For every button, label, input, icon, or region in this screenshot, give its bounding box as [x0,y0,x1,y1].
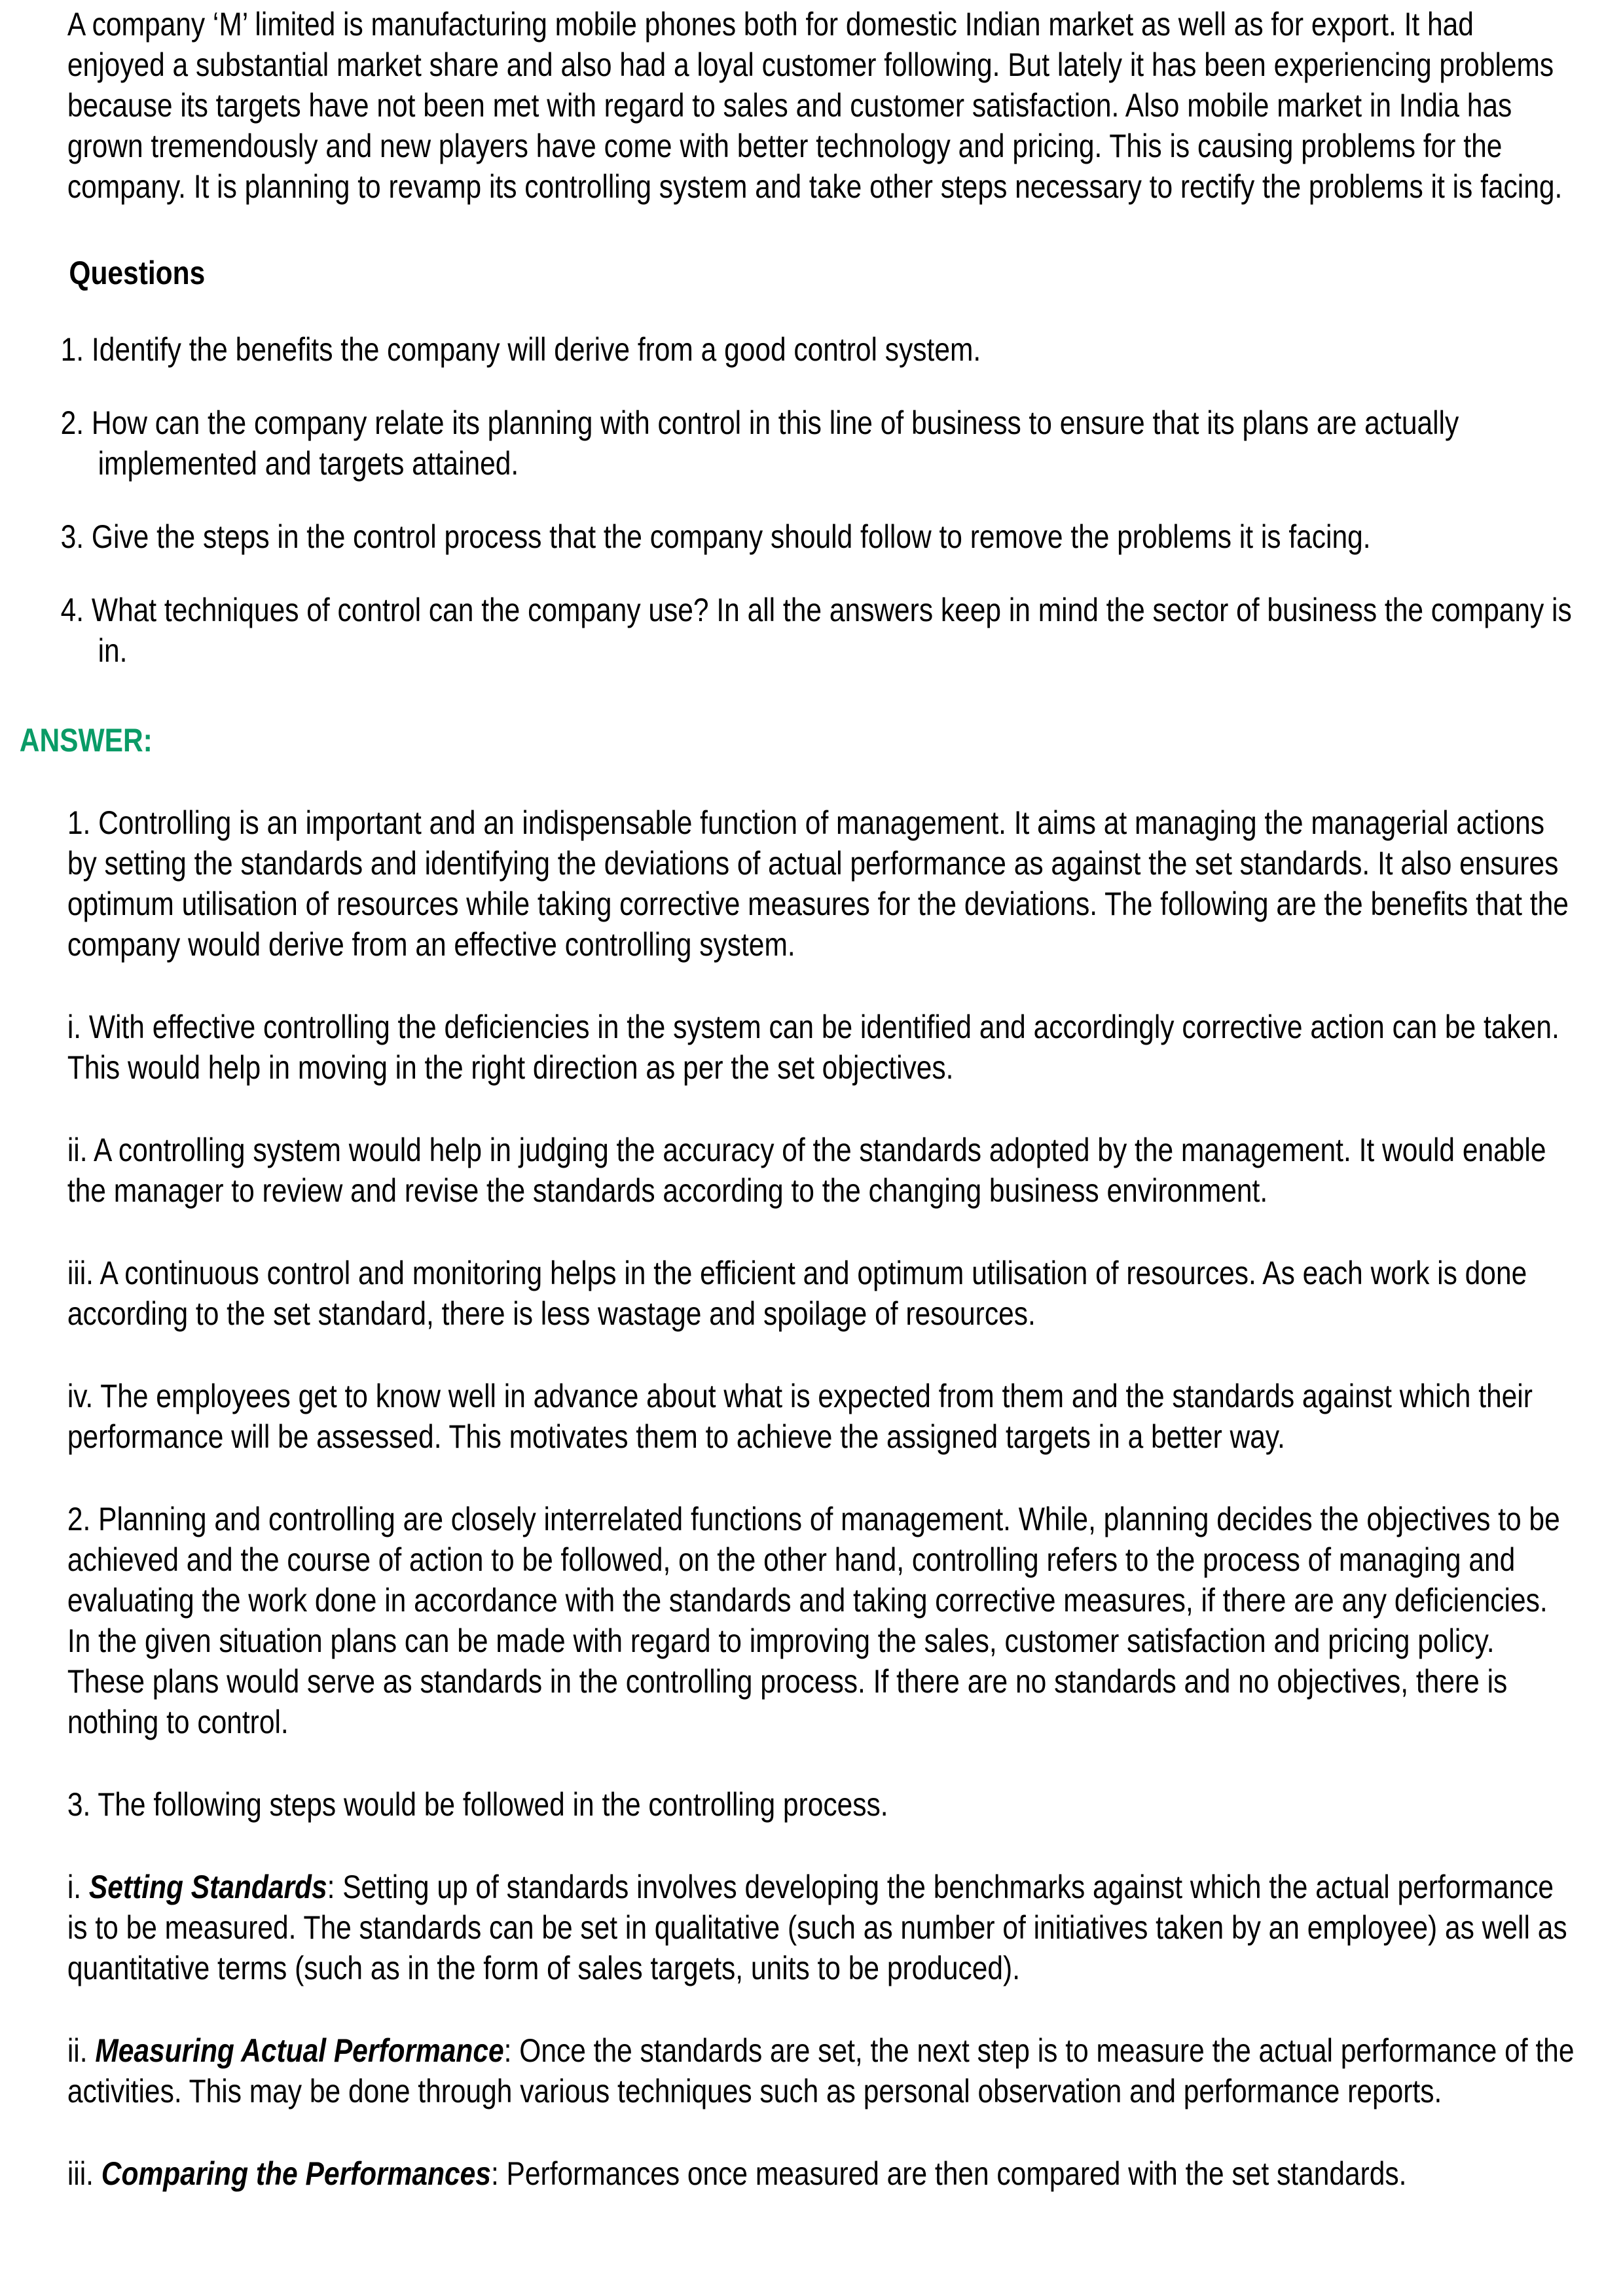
answer-step-iii [67,2153,1578,2194]
step-iii-term: Comparing the Performances [101,2155,491,2192]
answer-paragraph-2: 2. Planning and controlling are closely interrelated functions of management. While, planning decides the objectives to be achieved and the course of action to be followed, on the other hand, controlling refers to the process of managing and evaluating the work done in accordance with the standards and taking corrective measures, if there are any deficiencies. In the given situation plans can be made with regard to improving the sales, customer satisfaction and pricing policy. These plans would serve as standards in the controlling process. If there are no standards and no objectives, there is nothing to control. [67,1501,1560,1740]
answer-heading: ANSWER: [19,722,153,759]
case-study-paragraph: A company ‘M’ limited is manufacturing mobile phones both for domestic Indian market as well as for export. It had enjoyed a substantial market share and also had a loyal customer following. But lately it has been experiencing problems because its targets have not been met with regard to sales and customer satisfaction. Also mobile market in India has grown tremendously and new players have come with better technology and pricing. This is causing problems for the company. It is planning to revamp its controlling system and take other steps necessary to rectify the problems it is facing. [67,6,1563,205]
answer-paragraph-3: 3. The following steps would be followed in the controlling process. [67,1786,888,1823]
question-item-3: 3. Give the steps in the control process that the company should follow to remove the problems it is facing. [60,518,1371,555]
answer-paragraph-1: 1. Controlling is an important and an indispensable function of management. It aims at managing the managerial actions by setting the standards and identifying the deviations of actual performance as against the set standards. It also ensures optimum utilisation of resources while taking corrective measures for the deviations. The following are the benefits that the company would derive from an effective controlling system. [67,804,1569,963]
step-iii-prefix: iii. [67,2155,101,2192]
answer-benefit-iv: iv. The employees get to know well in advance about what is expected from them and the standards against which their performance will be assessed. This motivates them to achieve the assigned targets in a better way. [67,1378,1533,1455]
question-item-1: 1. Identify the benefits the company will derive from a good control system. [60,331,981,368]
answer-step-ii [67,2030,1578,2111]
questions-heading: Questions [69,255,206,291]
question-item-4: 4. What techniques of control can the company use? In all the answers keep in mind the sector of business the company is in. [60,592,1572,669]
step-i-text: : Setting up of standards involves developing the benchmarks against which the actual performance is to be measured. The standards can be set in qualitative (such as number of initiatives taken by an employee) as well as quantitative terms (such as in the form of sales targets, units to be produced). [67,1869,1567,1986]
step-i-prefix: i. [67,1869,89,1905]
answer-benefit-ii: ii. A controlling system would help in judging the accuracy of the standards adopted by the management. It would enable the manager to review and revise the standards according to the changing business environment. [67,1132,1546,1209]
step-ii-text: : Once the standards are set, the next step is to measure the actual performance of the activities. This may be done through various techniques such as personal observation and performance reports. [67,2032,1575,2109]
step-ii-prefix: ii. [67,2032,96,2069]
answer-benefit-i: i. With effective controlling the deficiencies in the system can be identified and accordingly corrective action can be taken. This would help in moving in the right direction as per the set objectives. [67,1009,1559,1086]
step-ii-term: Measuring Actual Performance [95,2032,504,2069]
answer-benefit-iii: iii. A continuous control and monitoring helps in the efficient and optimum utilisation of resources. As each work is done according to the set standard, there is less wastage and spoilage of resources. [67,1255,1527,1332]
question-item-2: 2. How can the company relate its planning with control in this line of business to ensure that its plans are actually implemented and targets attained. [60,404,1459,482]
answer-step-i [67,1867,1578,1988]
step-iii-text: : Performances once measured are then compared with the set standards. [490,2155,1407,2192]
step-i-term: Setting Standards [88,1869,327,1905]
